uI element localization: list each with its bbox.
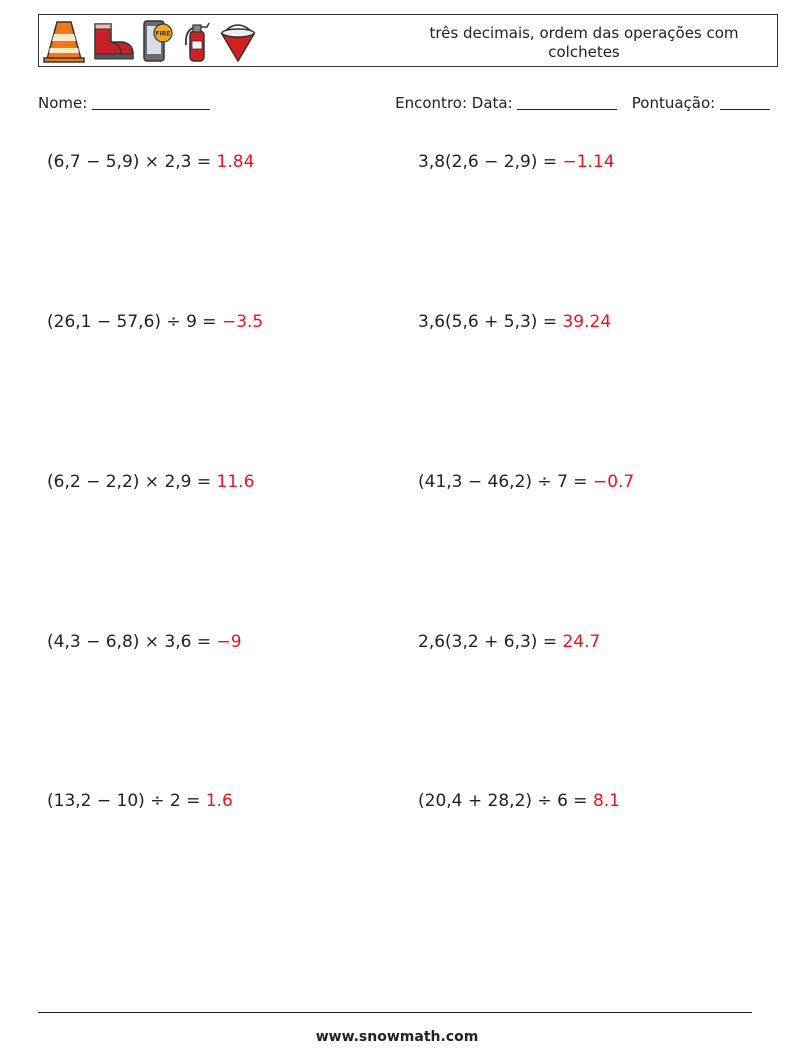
problem-6 [418,472,634,492]
score-label: Pontuação: [631,94,716,112]
phone-fire-icon [141,19,175,63]
footer-divider [38,1012,752,1013]
name-label: Nome: [38,94,88,112]
problem-expression: (6,7 − 5,9) × 2,3 = [47,152,217,172]
date-label: Data: [471,94,513,112]
problem-expression: (6,2 − 2,2) × 2,9 = [47,472,217,492]
problem-answer: 1.6 [205,791,233,811]
encounter-label: Encontro: [395,94,468,112]
encounter-field-row [395,94,770,112]
problem-9 [47,791,233,811]
problem-expression: (26,1 − 57,6) ÷ 9 = [47,312,222,332]
problem-1 [47,152,254,172]
problem-expression: 3,8(2,6 − 2,9) = [418,152,563,172]
boot-icon [91,20,135,62]
problem-answer: 8.1 [592,791,620,811]
name-blank[interactable] [92,95,210,110]
problem-7 [47,632,242,652]
problem-10 [418,791,620,811]
problem-answer: 1.84 [216,152,255,172]
problem-5 [47,472,254,492]
problem-expression: 3,6(5,6 + 5,3) = [418,312,563,332]
footer-site-link[interactable]: www.snowmath.com [315,1029,479,1045]
worksheet-header [38,14,778,67]
problem-expression: (20,4 + 28,2) ÷ 6 = [418,791,593,811]
problem-answer: −0.7 [592,472,635,492]
problem-8 [418,632,600,652]
problem-4 [418,312,611,332]
traffic-cone-icon [43,19,85,63]
problem-answer: −1.14 [562,152,615,172]
problem-2 [418,152,615,172]
fire-bucket-icon [217,19,259,63]
date-blank[interactable] [517,95,617,110]
problem-3 [47,312,263,332]
name-field-row [38,94,210,112]
fire-extinguisher-icon [181,19,211,63]
score-blank[interactable] [720,95,770,110]
problem-expression: (41,3 − 46,2) ÷ 7 = [418,472,593,492]
problem-expression: 2,6(3,2 + 6,3) = [418,632,563,652]
problem-answer: −9 [216,632,242,652]
problem-answer: 24.7 [562,632,601,652]
problem-answer: −3.5 [221,312,264,332]
phone-badge-text: FIRE [155,30,171,38]
problem-expression: (13,2 − 10) ÷ 2 = [47,791,206,811]
problem-expression: (4,3 − 6,8) × 3,6 = [47,632,217,652]
problem-answer: 39.24 [562,312,612,332]
problem-answer: 11.6 [216,472,255,492]
header-icons [43,18,259,64]
worksheet-title: três decimais, ordem das operações com colchetes [429,24,739,61]
